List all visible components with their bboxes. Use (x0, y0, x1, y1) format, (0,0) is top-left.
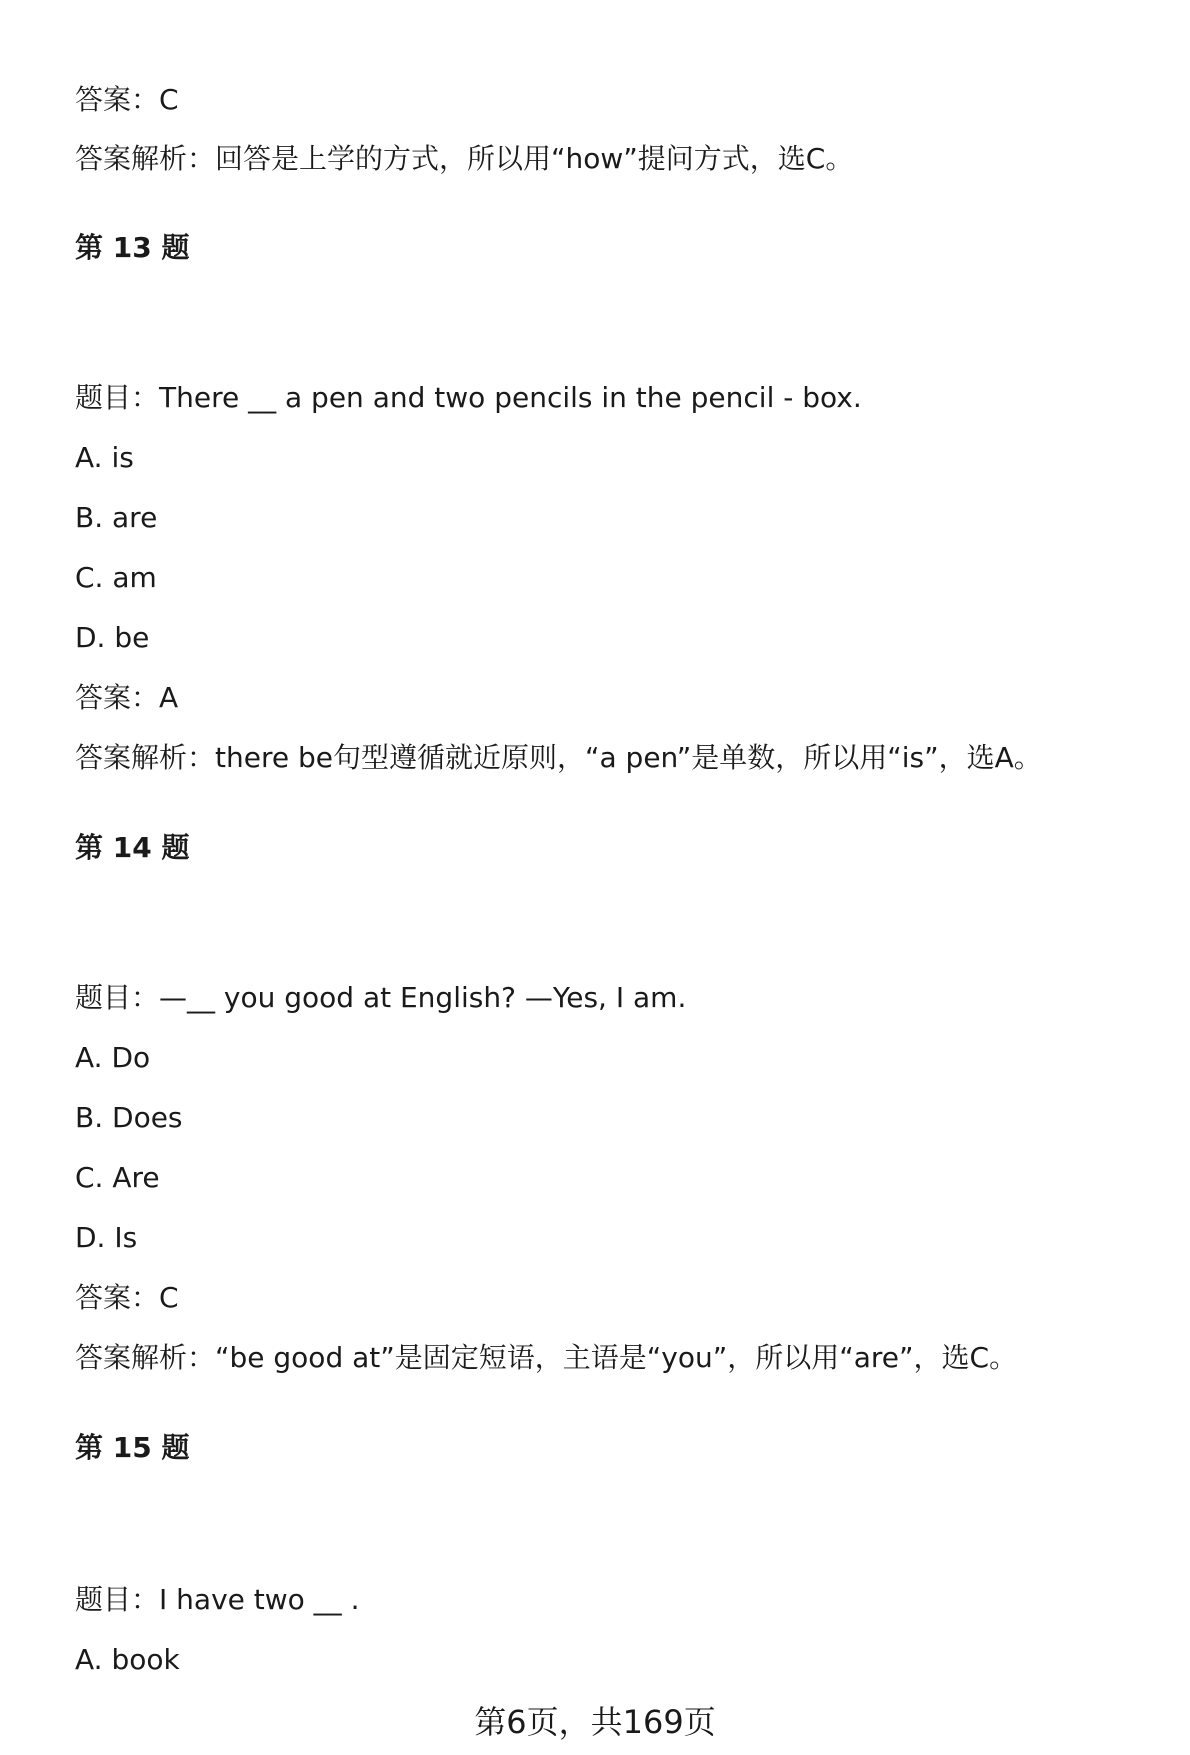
prev-answer: 答案：C (75, 83, 179, 116)
question-13-heading: 第 13 题 (75, 231, 190, 264)
prev-explanation: 答案解析：回答是上学的方式，所以用“how”提问方式，选C。 (75, 142, 854, 175)
question-15-option-a: A. book (75, 1643, 180, 1676)
question-14-option-d: D. Is (75, 1221, 138, 1254)
question-13-explanation: 答案解析：there be句型遵循就近原则，“a pen”是单数，所以用“is”，选A。 (75, 741, 1042, 774)
question-13-text: 题目：There __ a pen and two pencils in the pencil - box. (75, 381, 862, 414)
page-number: 第6页，共169页 (474, 1703, 716, 1741)
question-14-text: 题目：—__ you good at English? —Yes, I am. (75, 981, 687, 1014)
question-13-answer: 答案：A (75, 681, 179, 714)
question-14-explanation: 答案解析：“be good at”是固定短语，主语是“you”，所以用“are”，选C。 (75, 1341, 1018, 1374)
question-14-option-b: B. Does (75, 1101, 183, 1134)
question-15-heading: 第 15 题 (75, 1431, 190, 1464)
question-14-heading: 第 14 题 (75, 831, 190, 864)
question-14-option-c: C. Are (75, 1161, 160, 1194)
question-14-option-a: A. Do (75, 1041, 151, 1074)
question-14-answer: 答案：C (75, 1281, 179, 1314)
question-13-option-d: D. be (75, 621, 150, 654)
question-13-option-c: C. am (75, 561, 157, 594)
question-15-text: 题目：I have two __ . (75, 1583, 360, 1616)
question-13-option-b: B. are (75, 501, 158, 534)
question-13-option-a: A. is (75, 441, 134, 474)
